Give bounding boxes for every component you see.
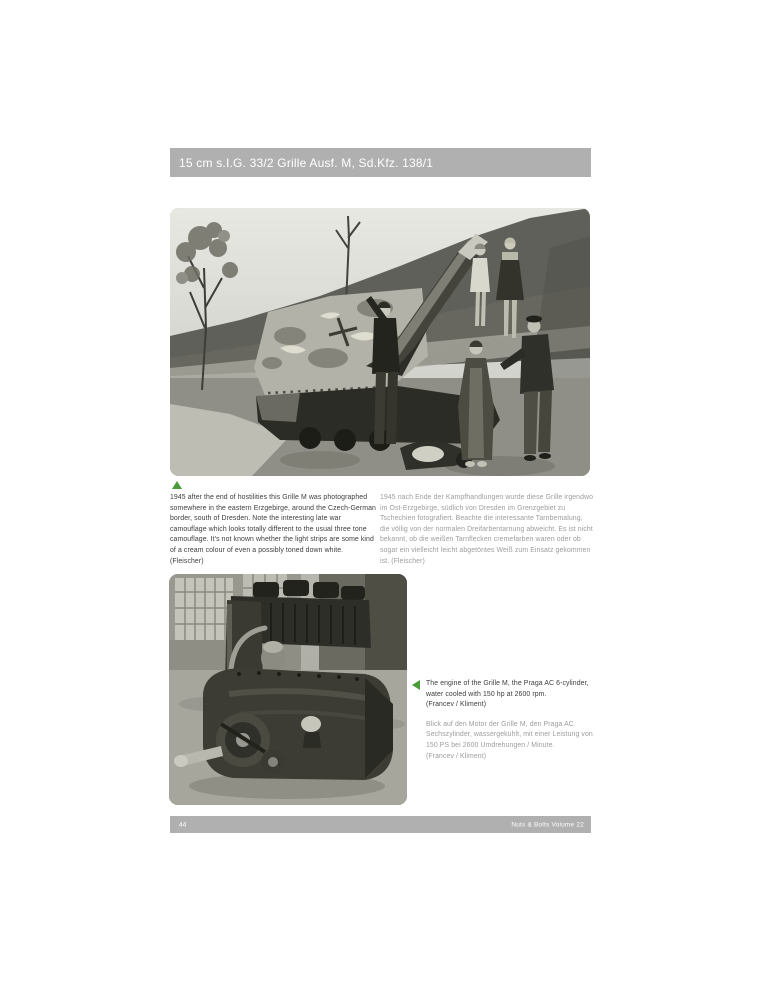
caption-photo1-de bbox=[380, 493, 594, 567]
caption-photo1-en-credit: (Fleischer) bbox=[170, 557, 204, 565]
photo-praga-engine-art bbox=[169, 574, 407, 805]
caption-photo2-de-credit: (Francev / Kliment) bbox=[426, 752, 487, 760]
footer-bar bbox=[170, 816, 591, 833]
caption-pointer-up-icon bbox=[172, 481, 182, 489]
photo-grille-field-art bbox=[170, 208, 590, 476]
caption-photo1-en bbox=[170, 493, 376, 567]
photo-praga-engine bbox=[169, 574, 407, 805]
page-number: 44 bbox=[179, 821, 187, 828]
caption-photo2-en-credit: (Francev / Kliment) bbox=[426, 701, 487, 709]
caption-photo2-de-text: Blick auf den Motor der Grille M, den Praga AC Sechszylinder, wassergekühlt, mit einer Leistung von 150 PS bei 2600 Umdrehungen / Minute. bbox=[426, 720, 593, 749]
caption-photo1-en-text: 1945 after the end of hostilities this Grille M was photographed somewhere in the eastern Erzgebirge, around the Czech-German border, south of Dresden. Note the interesting late war camouflage which looks totally different to the usual three tone camouflage. It's not known whether the light strips are some kind of a cream colour of even a possibly toned down white. bbox=[170, 494, 376, 554]
chapter-title: 15 cm s.I.G. 33/2 Grille Ausf. M, Sd.Kfz. 138/1 bbox=[179, 155, 434, 170]
chapter-header-bar bbox=[170, 148, 591, 177]
caption-pointer-left-icon bbox=[412, 680, 420, 690]
photo-grille-field bbox=[170, 208, 590, 476]
caption-photo1-de-text: 1945 nach Ende der Kampfhandlungen wurde diese Grille irgendwo im Ost-Erzgebirge, südlich von Dresden im Grenzgebiet zu Tschechien fotografiert. Beachte die interessante Tarnbemalung, die völlig von der normalen Dreifarbentarnung abweicht. Es ist nicht bekannt, ob die weißen Tarnflecken cremefarben waren oder ob sogar ein vielleicht leicht abgetöntes Weiß zum Einsatz gekommen ist. (Fleischer) bbox=[380, 494, 594, 565]
caption-photo2-en-text: The engine of the Grille M, the Praga AC 6-cylinder, water cooled with 150 hp at 2600 rpm. bbox=[426, 680, 589, 698]
series-title: Nuts & Bolts Volume 22 bbox=[511, 821, 584, 828]
caption-photo2 bbox=[426, 679, 598, 762]
